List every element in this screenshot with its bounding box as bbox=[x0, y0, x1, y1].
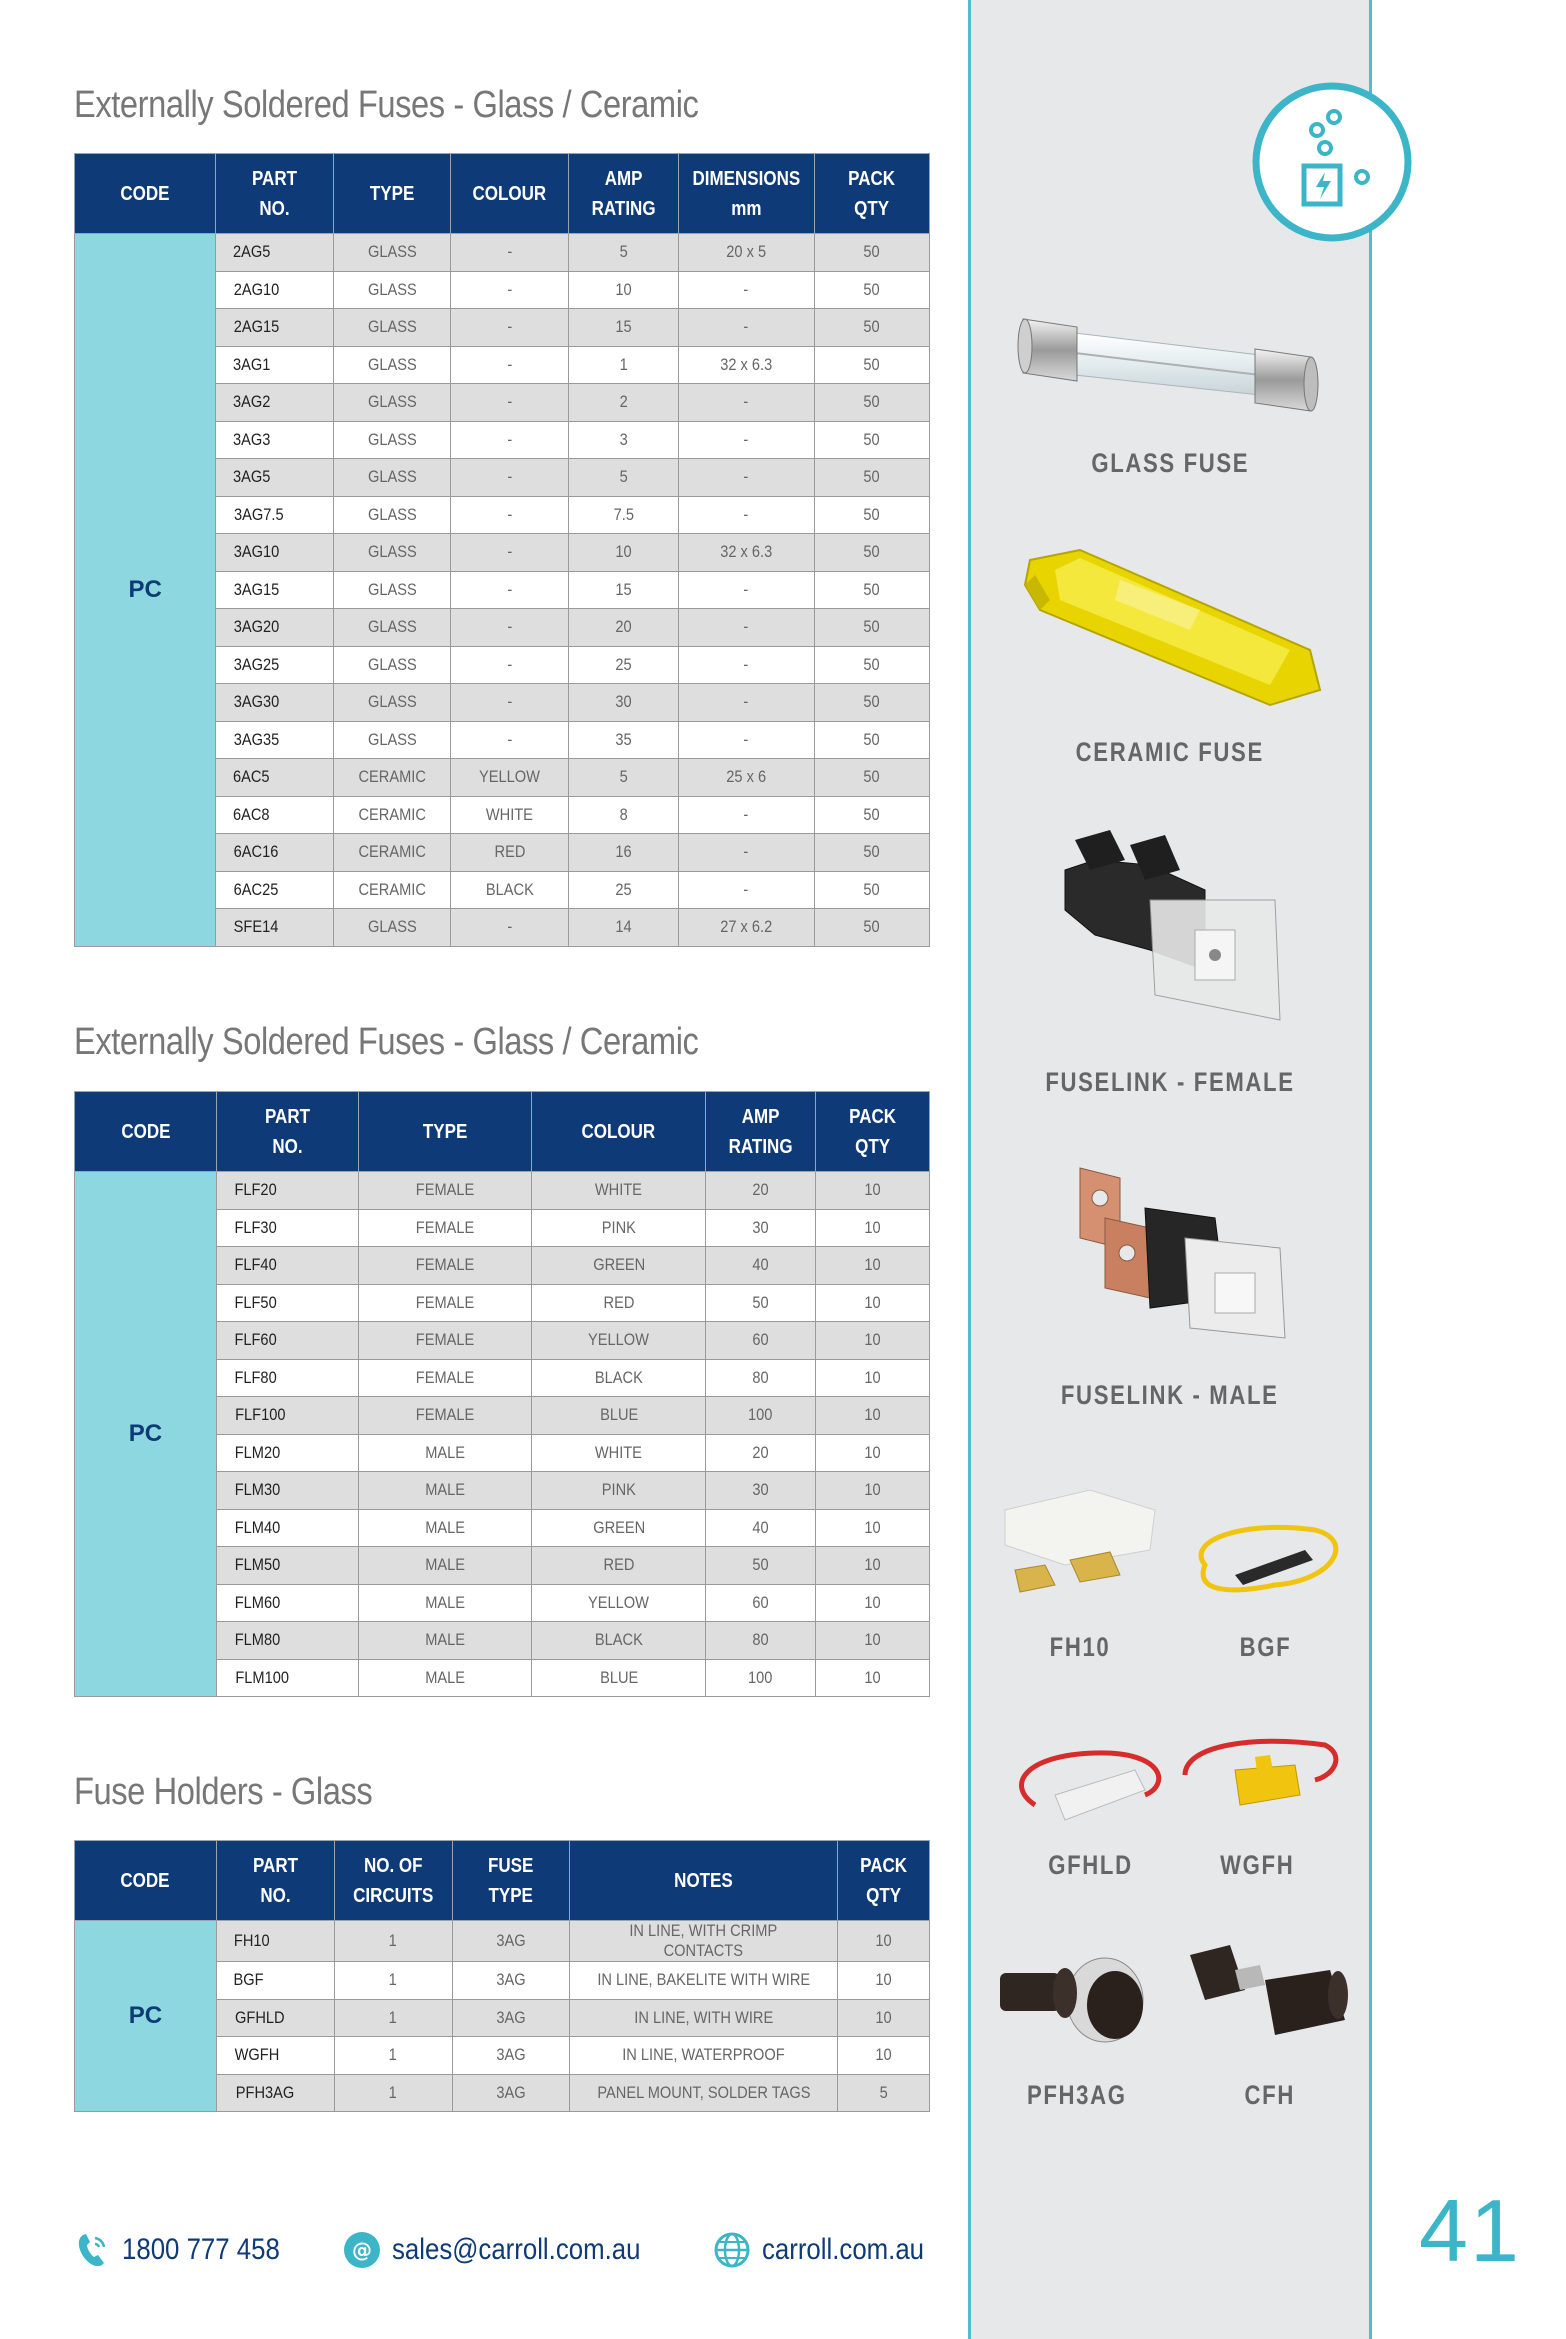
table-cell: GLASS bbox=[333, 534, 451, 572]
table-cell: 10 bbox=[816, 1584, 930, 1622]
table-cell: 30 bbox=[706, 1209, 816, 1247]
table-cell: RED bbox=[532, 1547, 706, 1585]
part-number-cell: PFH3AG bbox=[216, 2074, 334, 2112]
fh10-image bbox=[995, 1480, 1165, 1610]
table-cell: MALE bbox=[358, 1434, 532, 1472]
table-cell: 10 bbox=[838, 2037, 930, 2075]
fuselink-female-label: FUSELINK - FEMALE bbox=[1045, 1067, 1295, 1097]
table-cell: 3AG bbox=[452, 2037, 570, 2075]
table-cell: - bbox=[678, 571, 814, 609]
table-cell: 80 bbox=[706, 1622, 816, 1660]
table-cell: 10 bbox=[816, 1659, 930, 1697]
table-cell: 5 bbox=[838, 2074, 930, 2112]
table-cell: 100 bbox=[706, 1659, 816, 1697]
bgf-image bbox=[1185, 1520, 1345, 1610]
table-cell: - bbox=[678, 384, 814, 422]
table-cell: 60 bbox=[706, 1584, 816, 1622]
table-cell: 100 bbox=[706, 1397, 816, 1435]
table-cell: GLASS bbox=[333, 496, 451, 534]
table-cell: GLASS bbox=[333, 609, 451, 647]
part-number-cell: 6AC16 bbox=[216, 834, 334, 872]
part-number-cell: FLM60 bbox=[216, 1584, 358, 1622]
table-cell: 30 bbox=[706, 1472, 816, 1510]
cfh-image bbox=[1180, 1940, 1355, 2050]
table-cell: - bbox=[678, 684, 814, 722]
col-header-part-no: PART NO. bbox=[216, 154, 334, 234]
table-cell: - bbox=[678, 834, 814, 872]
table-cell: - bbox=[678, 721, 814, 759]
table-cell: 10 bbox=[569, 271, 679, 309]
table-cell: 50 bbox=[814, 684, 930, 722]
table-row bbox=[75, 1921, 930, 1962]
table-cell: 50 bbox=[814, 309, 930, 347]
table-cell: YELLOW bbox=[532, 1322, 706, 1360]
table-cell: 10 bbox=[816, 1209, 930, 1247]
part-number-cell: 3AG30 bbox=[216, 684, 334, 722]
table-cell: - bbox=[451, 609, 569, 647]
table-cell: - bbox=[678, 796, 814, 834]
table-cell: 50 bbox=[814, 534, 930, 572]
part-number-cell: BGF bbox=[216, 1962, 334, 2000]
col-header-circuits: NO. OF CIRCUITS bbox=[334, 1841, 452, 1921]
table-cell: 40 bbox=[706, 1509, 816, 1547]
col-header-type: TYPE bbox=[333, 154, 451, 234]
part-number-cell: 6AC25 bbox=[216, 871, 334, 909]
table-cell: GREEN bbox=[532, 1509, 706, 1547]
table-cell: 50 bbox=[814, 571, 930, 609]
part-number-cell: FLF40 bbox=[216, 1247, 358, 1285]
table-cell: 10 bbox=[816, 1359, 930, 1397]
fuselink-male-image bbox=[1065, 1158, 1290, 1348]
table-cell: GLASS bbox=[333, 459, 451, 497]
table-cell: GLASS bbox=[333, 646, 451, 684]
table-cell: FEMALE bbox=[358, 1209, 532, 1247]
part-number-cell: 3AG5 bbox=[216, 459, 334, 497]
col-header-type: TYPE bbox=[358, 1092, 532, 1172]
table-cell: GLASS bbox=[333, 271, 451, 309]
code-cell: PC bbox=[75, 1172, 217, 1697]
table-cell: BLACK bbox=[532, 1622, 706, 1660]
table-cell: 1 bbox=[569, 346, 679, 384]
table-cell: 3AG bbox=[452, 1962, 570, 2000]
col-header-notes: NOTES bbox=[570, 1841, 838, 1921]
table-cell: 10 bbox=[569, 534, 679, 572]
table-cell: MALE bbox=[358, 1472, 532, 1510]
email-address[interactable]: sales@carroll.com.au bbox=[392, 2233, 641, 2266]
table-cell: GLASS bbox=[333, 571, 451, 609]
table-cell: FEMALE bbox=[358, 1172, 532, 1210]
col-header-pack-qty: PACK QTY bbox=[816, 1092, 930, 1172]
table-cell: 50 bbox=[814, 496, 930, 534]
part-number-cell: FLF60 bbox=[216, 1322, 358, 1360]
part-number-cell: 3AG7.5 bbox=[216, 496, 334, 534]
table-cell: 7.5 bbox=[569, 496, 679, 534]
part-number-cell: FLM30 bbox=[216, 1472, 358, 1510]
table-cell: - bbox=[678, 309, 814, 347]
table-cell: GLASS bbox=[333, 384, 451, 422]
table-cell: FEMALE bbox=[358, 1359, 532, 1397]
table-cell: - bbox=[678, 496, 814, 534]
globe-icon bbox=[712, 2230, 752, 2270]
table-cell: GLASS bbox=[333, 234, 451, 272]
table-cell: 30 bbox=[569, 684, 679, 722]
table-cell: IN LINE, WITH CRIMP CONTACTS bbox=[570, 1921, 838, 1962]
part-number-cell: FLM100 bbox=[216, 1659, 358, 1697]
table-cell: 50 bbox=[814, 234, 930, 272]
table-cell: 20 bbox=[706, 1434, 816, 1472]
table-cell: 10 bbox=[816, 1172, 930, 1210]
table-cell: - bbox=[451, 721, 569, 759]
table-cell: PANEL MOUNT, SOLDER TAGS bbox=[570, 2074, 838, 2112]
table-cell: 25 bbox=[569, 871, 679, 909]
code-cell: PC bbox=[75, 1921, 217, 2112]
table-cell: RED bbox=[532, 1284, 706, 1322]
table-cell: GLASS bbox=[333, 721, 451, 759]
part-number-cell: 3AG10 bbox=[216, 534, 334, 572]
table-cell: - bbox=[678, 459, 814, 497]
table-cell: - bbox=[451, 346, 569, 384]
pfh3ag-image bbox=[990, 1955, 1170, 2055]
table-cell: 3AG bbox=[452, 1921, 570, 1962]
table-cell: - bbox=[451, 684, 569, 722]
phone-number[interactable]: 1800 777 458 bbox=[122, 2233, 280, 2266]
table-cell: YELLOW bbox=[451, 759, 569, 797]
table-cell: - bbox=[678, 646, 814, 684]
part-number-cell: WGFH bbox=[216, 2037, 334, 2075]
table-cell: - bbox=[451, 421, 569, 459]
table-cell: 10 bbox=[816, 1472, 930, 1510]
table-cell: 27 x 6.2 bbox=[678, 909, 814, 947]
table-cell: 50 bbox=[706, 1284, 816, 1322]
part-number-cell: FLF100 bbox=[216, 1397, 358, 1435]
part-number-cell: 3AG3 bbox=[216, 421, 334, 459]
table-cell: 1 bbox=[334, 2037, 452, 2075]
table-cell: - bbox=[678, 421, 814, 459]
table-cell: 10 bbox=[816, 1397, 930, 1435]
part-number-cell: 3AG1 bbox=[216, 346, 334, 384]
table-cell: 50 bbox=[814, 834, 930, 872]
table-cell: 50 bbox=[814, 646, 930, 684]
part-number-cell: FLF20 bbox=[216, 1172, 358, 1210]
table-cell: CERAMIC bbox=[333, 871, 451, 909]
table-cell: - bbox=[451, 534, 569, 572]
col-header-fuse-type: FUSE TYPE bbox=[452, 1841, 570, 1921]
part-number-cell: FH10 bbox=[216, 1921, 334, 1962]
table-cell: FEMALE bbox=[358, 1247, 532, 1285]
table-cell: - bbox=[451, 571, 569, 609]
table-cell: 50 bbox=[814, 909, 930, 947]
col-header-code: CODE bbox=[75, 1092, 217, 1172]
table-cell: 50 bbox=[814, 459, 930, 497]
table-cell: 50 bbox=[814, 796, 930, 834]
table-cell: 1 bbox=[334, 2074, 452, 2112]
table-cell: GLASS bbox=[333, 909, 451, 947]
footer-website[interactable] bbox=[712, 2228, 950, 2272]
table-cell: MALE bbox=[358, 1547, 532, 1585]
fuselink-female-image bbox=[1055, 830, 1290, 1030]
part-number-cell: FLM50 bbox=[216, 1547, 358, 1585]
table-cell: 3AG bbox=[452, 1999, 570, 2037]
col-header-part-no: PART NO. bbox=[216, 1841, 334, 1921]
page-number: 41 bbox=[1419, 2181, 1521, 2280]
fuse-table-glass-ceramic bbox=[74, 153, 930, 947]
table-cell: 8 bbox=[569, 796, 679, 834]
table-cell: 40 bbox=[706, 1247, 816, 1285]
pfh3ag-label: PFH3AG bbox=[1027, 2080, 1127, 2110]
glass-fuse-image bbox=[1015, 305, 1335, 415]
table-cell: 5 bbox=[569, 459, 679, 497]
table-cell: WHITE bbox=[451, 796, 569, 834]
col-header-amp-rating: AMP RATING bbox=[569, 154, 679, 234]
table-cell: 5 bbox=[569, 234, 679, 272]
col-header-amp-rating: AMP RATING bbox=[706, 1092, 816, 1172]
table-cell: 2 bbox=[569, 384, 679, 422]
table-cell: GLASS bbox=[333, 309, 451, 347]
part-number-cell: 3AG25 bbox=[216, 646, 334, 684]
part-number-cell: FLF30 bbox=[216, 1209, 358, 1247]
table-row bbox=[75, 1172, 930, 1210]
table-cell: 1 bbox=[334, 1999, 452, 2037]
table-cell: 10 bbox=[816, 1434, 930, 1472]
part-number-cell: GFHLD bbox=[216, 1999, 334, 2037]
table-cell: PINK bbox=[532, 1209, 706, 1247]
table-cell: CERAMIC bbox=[333, 834, 451, 872]
table-cell: 50 bbox=[814, 759, 930, 797]
table-cell: GREEN bbox=[532, 1247, 706, 1285]
electrical-category-icon bbox=[1250, 80, 1415, 245]
table-cell: 50 bbox=[814, 271, 930, 309]
table-cell: 50 bbox=[814, 721, 930, 759]
table-cell: 20 bbox=[569, 609, 679, 647]
table-cell: - bbox=[451, 496, 569, 534]
table-cell: BLACK bbox=[532, 1359, 706, 1397]
table-cell: - bbox=[678, 871, 814, 909]
col-header-part-no: PART NO. bbox=[216, 1092, 358, 1172]
section-title-soldered-fuses: Externally Soldered Fuses - Glass / Ceramic bbox=[74, 84, 699, 126]
fuselink-table bbox=[74, 1091, 930, 1697]
section-title-fuselinks: Externally Soldered Fuses - Glass / Ceramic bbox=[74, 1021, 699, 1063]
table-cell: MALE bbox=[358, 1509, 532, 1547]
table-cell: 16 bbox=[569, 834, 679, 872]
col-header-colour: COLOUR bbox=[532, 1092, 706, 1172]
table-cell: 60 bbox=[706, 1322, 816, 1360]
table-cell: GLASS bbox=[333, 421, 451, 459]
part-number-cell: 3AG35 bbox=[216, 721, 334, 759]
table-cell: 10 bbox=[816, 1247, 930, 1285]
part-number-cell: FLM20 bbox=[216, 1434, 358, 1472]
table-cell: 10 bbox=[838, 1962, 930, 2000]
part-number-cell: 3AG15 bbox=[216, 571, 334, 609]
table-cell: CERAMIC bbox=[333, 759, 451, 797]
col-header-colour: COLOUR bbox=[451, 154, 569, 234]
table-cell: CERAMIC bbox=[333, 796, 451, 834]
table-cell: 50 bbox=[814, 871, 930, 909]
col-header-pack-qty: PACK QTY bbox=[838, 1841, 930, 1921]
table-cell: MALE bbox=[358, 1659, 532, 1697]
table-cell: - bbox=[451, 384, 569, 422]
table-cell: 10 bbox=[816, 1622, 930, 1660]
table-cell: GLASS bbox=[333, 346, 451, 384]
table-cell: BLUE bbox=[532, 1659, 706, 1697]
col-header-code: CODE bbox=[75, 1841, 217, 1921]
table-cell: - bbox=[451, 271, 569, 309]
table-cell: 5 bbox=[569, 759, 679, 797]
fh10-label: FH10 bbox=[1049, 1632, 1111, 1662]
table-cell: 50 bbox=[814, 346, 930, 384]
table-cell: 32 x 6.3 bbox=[678, 534, 814, 572]
table-cell: RED bbox=[451, 834, 569, 872]
table-cell: 25 bbox=[569, 646, 679, 684]
part-number-cell: SFE14 bbox=[216, 909, 334, 947]
table-cell: 15 bbox=[569, 571, 679, 609]
table-row bbox=[75, 234, 930, 272]
code-cell: PC bbox=[75, 234, 216, 947]
footer-phone[interactable] bbox=[72, 2228, 306, 2272]
part-number-cell: 6AC8 bbox=[216, 796, 334, 834]
table-cell: 14 bbox=[569, 909, 679, 947]
part-number-cell: 2AG15 bbox=[216, 309, 334, 347]
table-cell: 50 bbox=[814, 609, 930, 647]
col-header-pack-qty: PACK QTY bbox=[814, 154, 930, 234]
table-cell: - bbox=[451, 646, 569, 684]
table-cell: 1 bbox=[334, 1921, 452, 1962]
table-cell: 80 bbox=[706, 1359, 816, 1397]
table-cell: IN LINE, BAKELITE WITH WIRE bbox=[570, 1962, 838, 2000]
table-cell: - bbox=[451, 909, 569, 947]
footer-email[interactable] bbox=[342, 2228, 681, 2272]
table-cell: 10 bbox=[816, 1509, 930, 1547]
ceramic-fuse-image bbox=[1020, 540, 1330, 710]
table-cell: - bbox=[451, 309, 569, 347]
table-cell: 10 bbox=[838, 1921, 930, 1962]
table-cell: 1 bbox=[334, 1962, 452, 2000]
ceramic-fuse-label: CERAMIC FUSE bbox=[1075, 737, 1265, 767]
part-number-cell: 2AG10 bbox=[216, 271, 334, 309]
table-cell: BLUE bbox=[532, 1397, 706, 1435]
table-cell: - bbox=[678, 609, 814, 647]
table-cell: - bbox=[451, 459, 569, 497]
table-cell: FEMALE bbox=[358, 1284, 532, 1322]
bgf-label: BGF bbox=[1239, 1632, 1291, 1662]
table-cell: FEMALE bbox=[358, 1397, 532, 1435]
table-cell: 32 x 6.3 bbox=[678, 346, 814, 384]
table-cell: BLACK bbox=[451, 871, 569, 909]
glass-fuse-label: GLASS FUSE bbox=[1091, 448, 1249, 478]
table-cell: YELLOW bbox=[532, 1584, 706, 1622]
email-icon bbox=[342, 2230, 382, 2270]
table-cell: 3AG bbox=[452, 2074, 570, 2112]
part-number-cell: 3AG20 bbox=[216, 609, 334, 647]
table-cell: GLASS bbox=[333, 684, 451, 722]
table-cell: 20 x 5 bbox=[678, 234, 814, 272]
wgfh-image bbox=[1175, 1735, 1345, 1825]
table-cell: 15 bbox=[569, 309, 679, 347]
table-cell: 3 bbox=[569, 421, 679, 459]
table-cell: 10 bbox=[816, 1547, 930, 1585]
table-cell: FEMALE bbox=[358, 1322, 532, 1360]
svg-text:@: @ bbox=[352, 2238, 372, 2262]
table-cell: 25 x 6 bbox=[678, 759, 814, 797]
table-cell: MALE bbox=[358, 1584, 532, 1622]
table-cell: 50 bbox=[814, 421, 930, 459]
table-cell: IN LINE, WITH WIRE bbox=[570, 1999, 838, 2037]
table-cell: - bbox=[451, 234, 569, 272]
part-number-cell: FLF80 bbox=[216, 1359, 358, 1397]
section-title-fuse-holders: Fuse Holders - Glass bbox=[74, 1771, 373, 1813]
part-number-cell: FLF50 bbox=[216, 1284, 358, 1322]
table-cell: 10 bbox=[816, 1284, 930, 1322]
table-cell: 20 bbox=[706, 1172, 816, 1210]
gfhld-label: GFHLD bbox=[1047, 1850, 1133, 1880]
wgfh-label: WGFH bbox=[1219, 1850, 1295, 1880]
fuselink-male-label: FUSELINK - MALE bbox=[1061, 1380, 1279, 1410]
table-cell: 50 bbox=[706, 1547, 816, 1585]
col-header-dimensions: DIMENSIONS mm bbox=[678, 154, 814, 234]
part-number-cell: 2AG5 bbox=[216, 234, 334, 272]
col-header-code: CODE bbox=[75, 154, 216, 234]
table-cell: 10 bbox=[816, 1322, 930, 1360]
table-cell: IN LINE, WATERPROOF bbox=[570, 2037, 838, 2075]
cfh-label: CFH bbox=[1244, 2080, 1296, 2110]
part-number-cell: FLM80 bbox=[216, 1622, 358, 1660]
table-cell: - bbox=[678, 271, 814, 309]
table-cell: PINK bbox=[532, 1472, 706, 1510]
table-cell: 35 bbox=[569, 721, 679, 759]
part-number-cell: FLM40 bbox=[216, 1509, 358, 1547]
part-number-cell: 3AG2 bbox=[216, 384, 334, 422]
website-url[interactable]: carroll.com.au bbox=[762, 2233, 925, 2266]
fuse-holder-table bbox=[74, 1840, 930, 2112]
table-cell: MALE bbox=[358, 1622, 532, 1660]
table-cell: 10 bbox=[838, 1999, 930, 2037]
gfhld-image bbox=[1005, 1745, 1170, 1840]
table-cell: WHITE bbox=[532, 1172, 706, 1210]
phone-icon bbox=[72, 2230, 112, 2270]
part-number-cell: 6AC5 bbox=[216, 759, 334, 797]
table-cell: WHITE bbox=[532, 1434, 706, 1472]
table-cell: 50 bbox=[814, 384, 930, 422]
